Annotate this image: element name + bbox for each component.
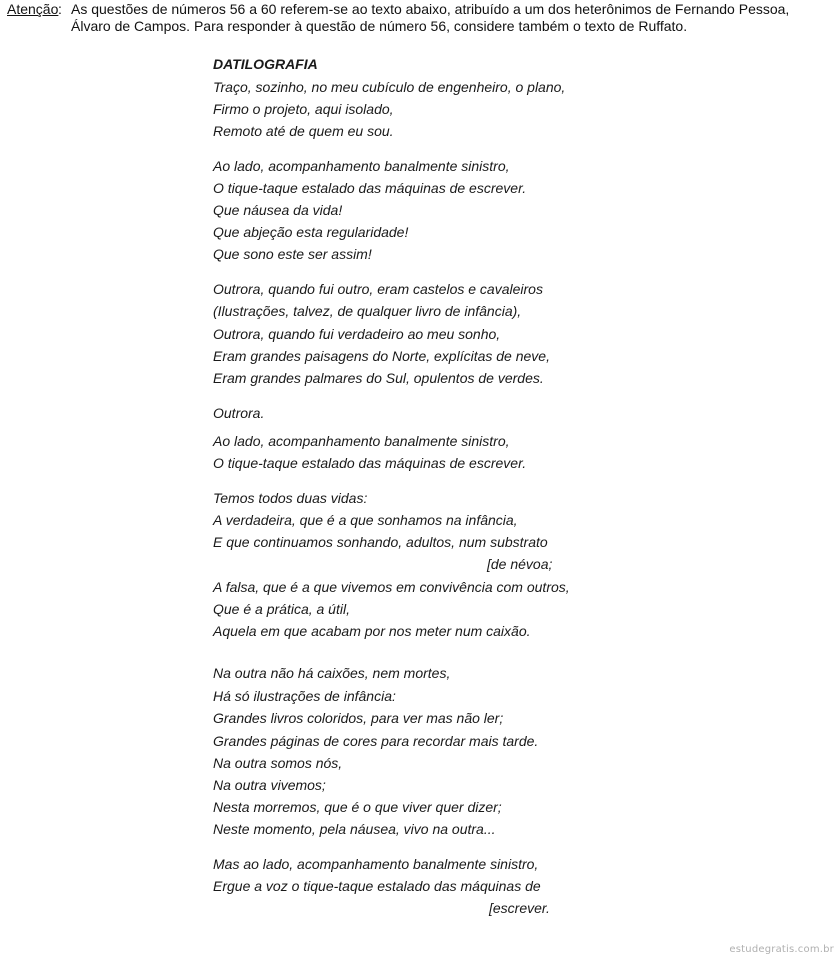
attention-label: Atenção	[7, 1, 59, 17]
poem-line: Ergue a voz o tique-taque estalado das máquinas de	[213, 878, 541, 894]
poem-line: Traço, sozinho, no meu cubículo de engenheiro, o plano,	[213, 79, 566, 95]
poem-line: Remoto até de quem eu sou.	[213, 123, 394, 139]
poem-line: Na outra somos nós,	[213, 755, 343, 771]
poem-line: Ao lado, acompanhamento banalmente sinistro,	[213, 158, 510, 174]
poem-line: Que náusea da vida!	[213, 202, 343, 218]
poem-line: Temos todos duas vidas:	[213, 490, 368, 506]
poem-line: O tique-taque estalado das máquinas de escrever.	[213, 180, 527, 196]
poem-line: Outrora.	[213, 405, 265, 421]
poem-line: Na outra vivemos;	[213, 777, 326, 793]
poem-line: E que continuamos sonhando, adultos, num substrato	[213, 534, 548, 550]
poem-line: Firmo o projeto, aqui isolado,	[213, 101, 394, 117]
poem-line: Outrora, quando fui outro, eram castelos e cavaleiros	[213, 281, 543, 297]
poem-line: Que sono este ser assim!	[213, 246, 372, 262]
poem-line: Outrora, quando fui verdadeiro ao meu sonho,	[213, 326, 501, 342]
poem-line: Aquela em que acabam por nos meter num caixão.	[213, 623, 531, 639]
poem-line: Que abjeção esta regularidade!	[213, 224, 409, 240]
poem-line: Mas ao lado, acompanhamento banalmente sinistro,	[213, 856, 539, 872]
poem-line: Que é a prática, a útil,	[213, 601, 350, 617]
poem-line: Neste momento, pela náusea, vivo na outra...	[213, 821, 496, 837]
poem-line: Grandes livros coloridos, para ver mas não ler;	[213, 710, 504, 726]
poem-line: Ao lado, acompanhamento banalmente sinistro,	[213, 433, 510, 449]
instruction-text: As questões de números 56 a 60 referem-se ao texto abaixo, atribuído a um dos heterônimos de Fernando Pessoa, Álvaro de Campos. Para responder à questão de número 56, considere também o texto de Ruffato.	[71, 1, 790, 34]
poem-line: Há só ilustrações de infância:	[213, 688, 396, 704]
poem-line: Na outra não há caixões, nem mortes,	[213, 665, 451, 681]
poem-line: Nesta morremos, que é o que viver quer dizer;	[213, 799, 502, 815]
poem-line-continuation: [de névoa;	[487, 556, 553, 572]
poem-line: O tique-taque estalado das máquinas de escrever.	[213, 455, 527, 471]
attention-colon: :	[58, 1, 62, 17]
poem-line: Eram grandes paisagens do Norte, explícitas de neve,	[213, 348, 550, 364]
poem-line: A falsa, que é a que vivemos em convivência com outros,	[213, 579, 570, 595]
instruction-header	[7, 1, 832, 35]
poem-line-continuation: [escrever.	[489, 900, 550, 916]
poem-title: DATILOGRAFIA	[213, 56, 318, 72]
site-watermark: estudegratis.com.br	[729, 944, 834, 955]
poem-line: (Ilustrações, talvez, de qualquer livro de infância),	[213, 303, 522, 319]
poem-line: Grandes páginas de cores para recordar mais tarde.	[213, 733, 539, 749]
poem-line: A verdadeira, que é a que sonhamos na infância,	[213, 512, 518, 528]
poem-line: Eram grandes palmares do Sul, opulentos de verdes.	[213, 370, 544, 386]
